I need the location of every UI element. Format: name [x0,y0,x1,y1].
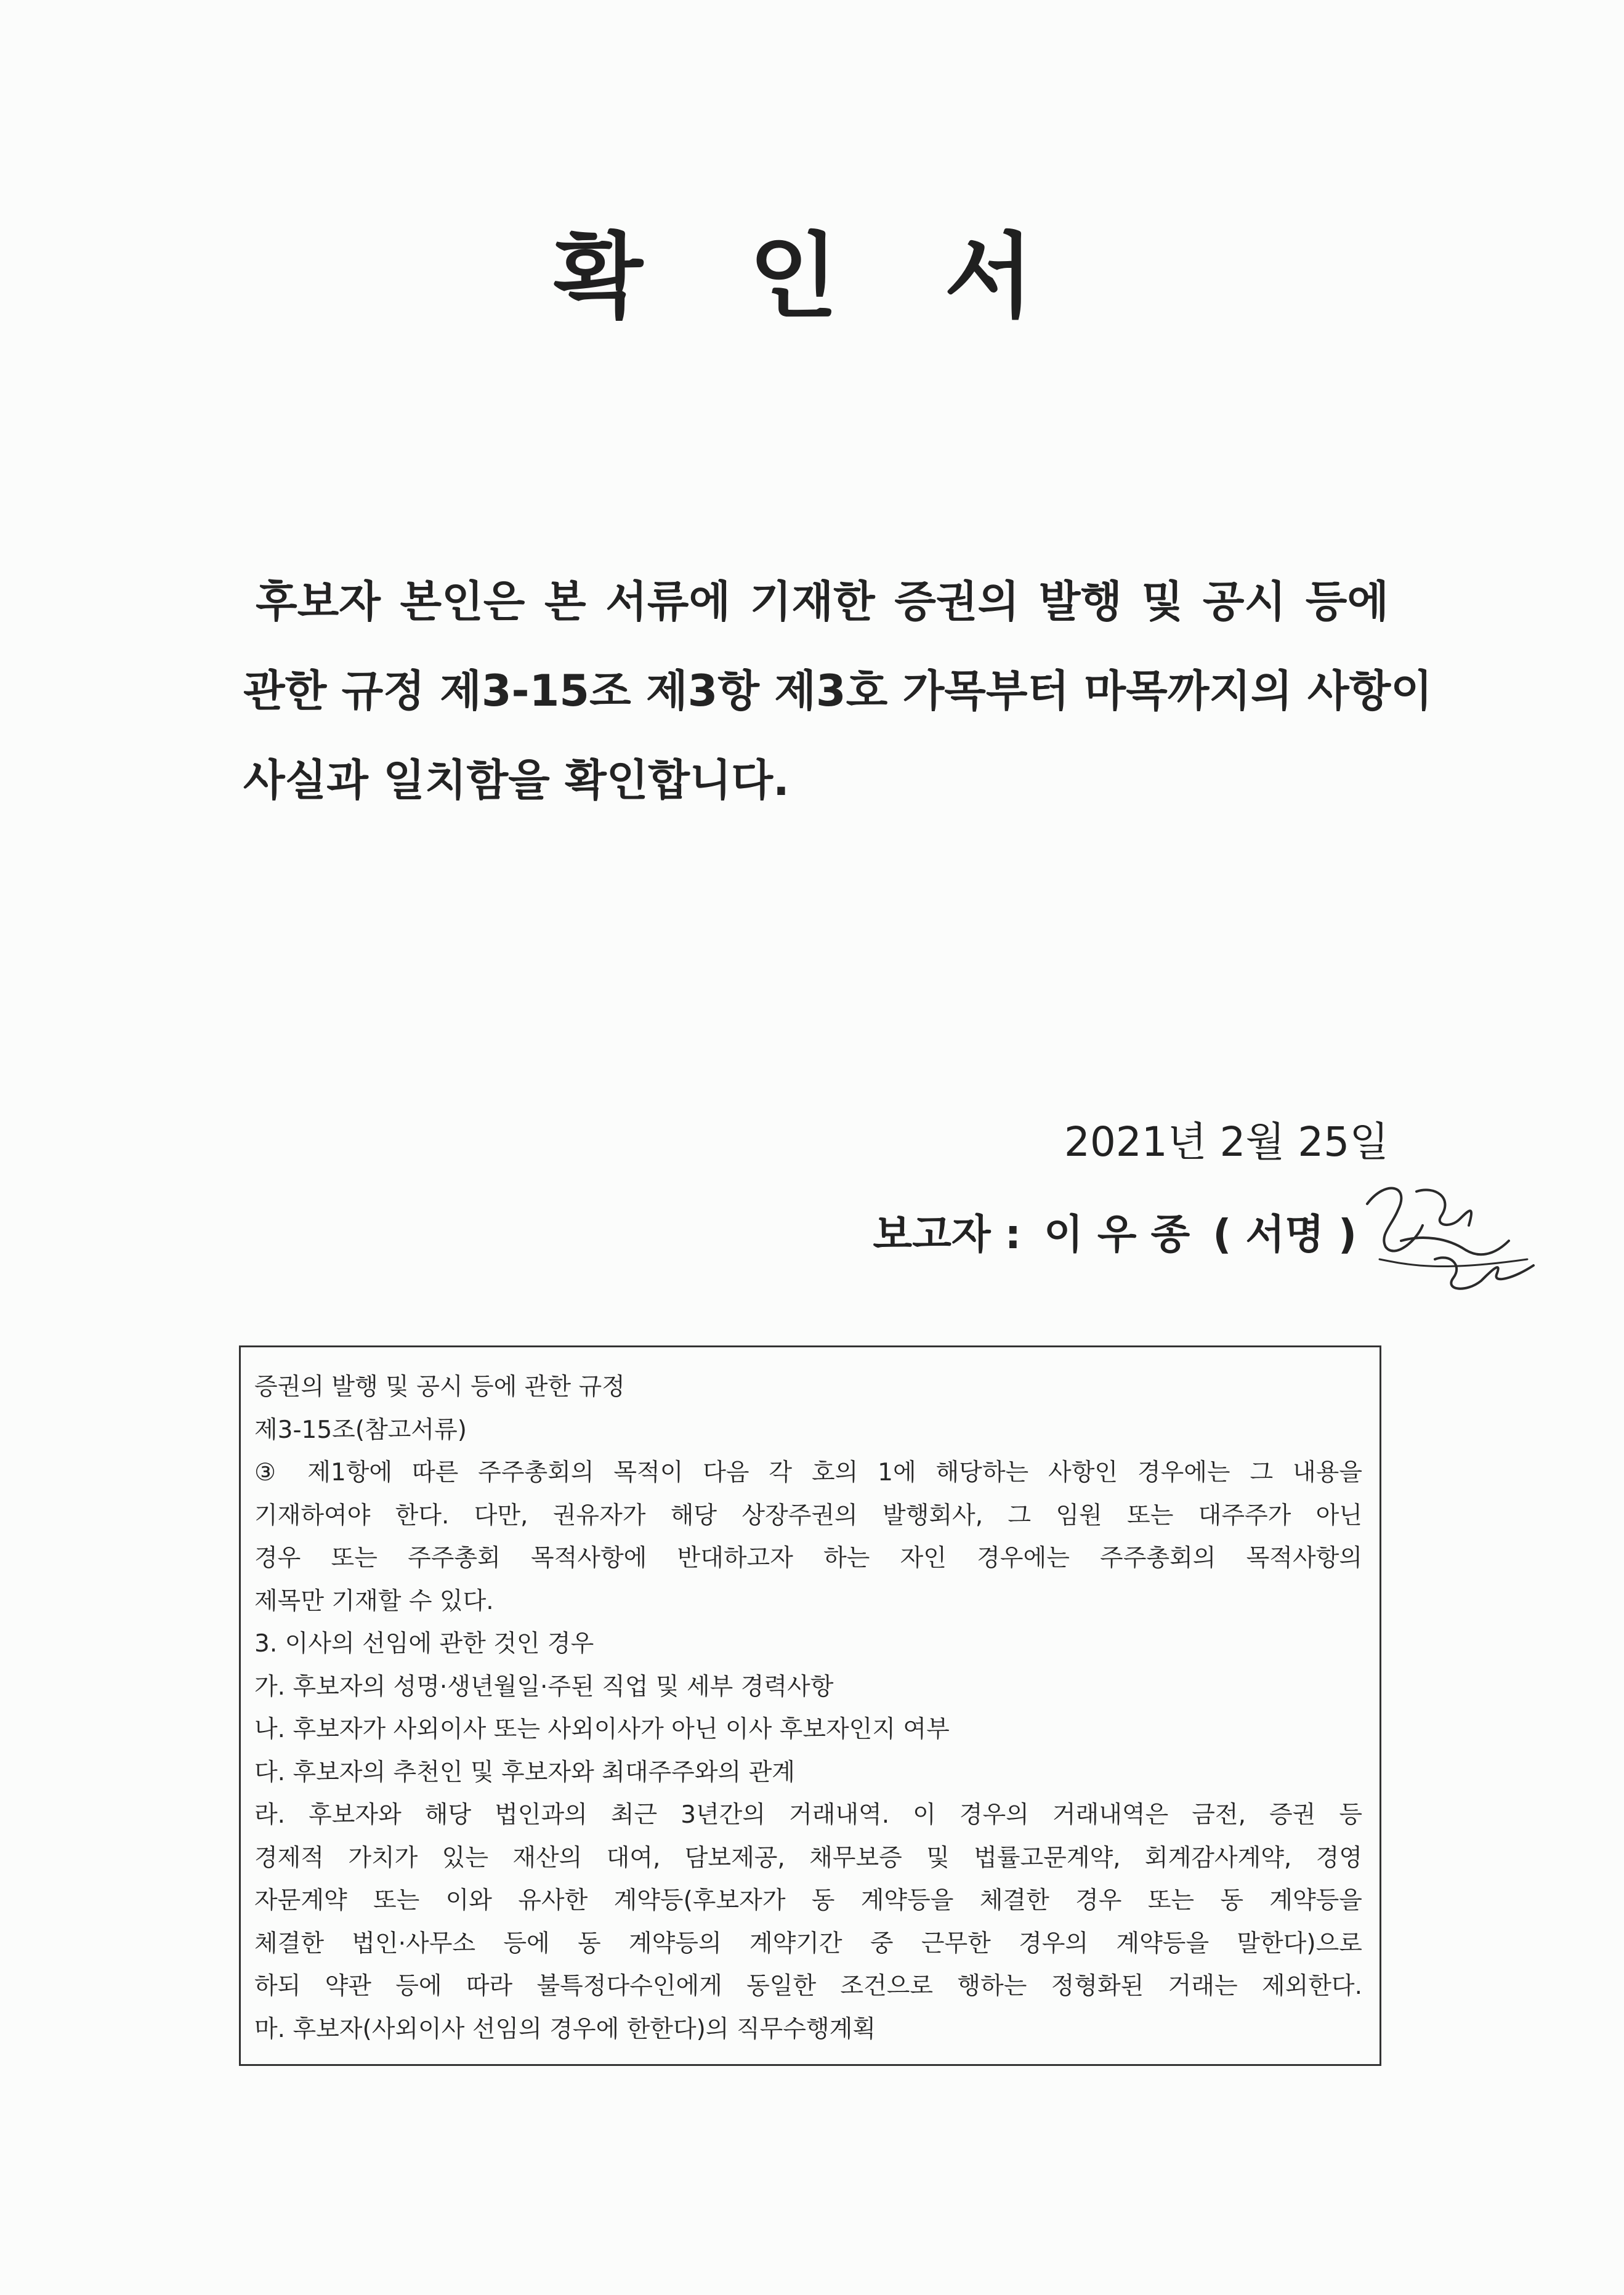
reference-line: 나. 후보자가 사외이사 또는 사외이사가 아닌 이사 후보자인지 여부 [254,1716,950,1743]
reporter-name: 이 우 종 [1043,1211,1190,1258]
document-title: 확 인 서 [553,224,1071,331]
reporter-line [873,1207,1365,1262]
handwritten-signature [1343,1167,1540,1302]
signature-label: ( 서명 ) [1213,1211,1357,1258]
reporter-label: 보고자 : [873,1211,1021,1258]
reference-line: 경우 또는 주주총회 목적사항에 반대하고자 하는 자인 경우에는 주주총회의 목적사항의 [254,1544,1362,1572]
reference-line: 가. 후보자의 성명·생년월일·주된 직업 및 세부 경력사항 [254,1672,834,1701]
reference-line: 증권의 발행 및 공시 등에 관한 규정 [254,1373,625,1401]
statement-line-3: 사실과 일치함을 확인합니다. [243,755,790,805]
reference-line: 기재하여야 한다. 다만, 권유자가 해당 상장주권의 발행회사, 그 임원 또는 대주주가 아닌 [254,1501,1362,1530]
reference-line: 라. 후보자와 해당 법인과의 최근 3년간의 거래내역. 이 경우의 거래내역은 금전, 증권 등 [254,1801,1362,1829]
reference-line: ③ 제1항에 따른 주주총회의 목적이 다음 각 호의 1에 해당하는 사항인 경우에는 그 내용을 [254,1459,1362,1486]
document-date: 2021년 2월 25일 [1064,1118,1389,1166]
reference-line: 다. 후보자의 추천인 및 후보자와 최대주주와의 관계 [254,1758,795,1786]
regulation-reference-box [239,1345,1381,2066]
reference-line: 마. 후보자(사외이사 선임의 경우에 한한다)의 직무수행계획 [254,2015,876,2043]
statement-line-2: 관한 규정 제3-15조 제3항 제3호 가목부터 마목까지의 사항이 [243,666,1432,716]
statement-line-1: 후보자 본인은 본 서류에 기재한 증권의 발행 및 공시 등에 [256,576,1389,627]
reference-line: 자문계약 또는 이와 유사한 계약등(후보자가 동 계약등을 체결한 경우 또는 동 계약등을 [254,1887,1362,1914]
reference-line: 체결한 법인·사무소 등에 동 계약등의 계약기간 중 근무한 경우의 계약등을 말한다)으로 [254,1929,1362,1958]
reference-line: 3. 이사의 선임에 관한 것인 경우 [254,1630,594,1658]
reference-line: 제3-15조(참고서류) [254,1416,467,1444]
reference-line: 경제적 가치가 있는 재산의 대여, 담보제공, 채무보증 및 법률고문계약, 회계감사계약, 경영 [254,1844,1362,1872]
reference-line: 하되 약관 등에 따라 불특정다수인에게 동일한 조건으로 행하는 정형화된 거래는 제외한다. [254,1972,1362,2000]
reference-line: 제목만 기재할 수 있다. [254,1587,494,1615]
confirmation-statement [243,557,1432,825]
